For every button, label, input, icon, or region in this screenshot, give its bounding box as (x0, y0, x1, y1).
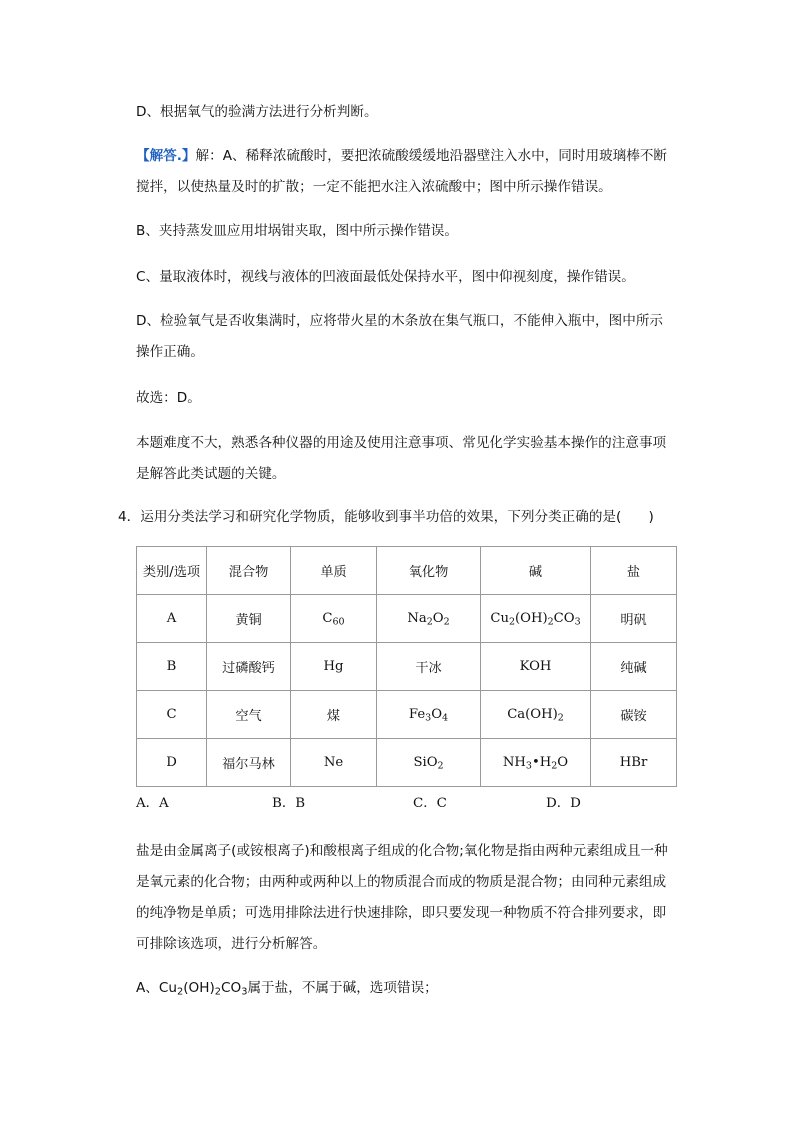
salt-cell: 明矾 (591, 595, 677, 643)
analysis-point-a: A、$Cu_2(OH)_2CO_3$属于盐，不属于碱，选项错误； (136, 980, 438, 998)
element-cell: Ne (291, 739, 377, 787)
option-cell: B (137, 643, 207, 691)
header-cell: 碱 (481, 547, 591, 595)
base-cell: $Ca(OH)_2$ (481, 691, 591, 739)
mixture-cell: 福尔马林 (207, 739, 291, 787)
option-cell: D (137, 739, 207, 787)
oxide-cell: SiO$_2$ (377, 739, 481, 787)
oxide-cell: $Na_2O_2$ (377, 595, 481, 643)
salt-cell: 碳铵 (591, 691, 677, 739)
table-row (137, 595, 677, 643)
base-cell: $Cu_2(OH)_2CO_3$ (481, 595, 591, 643)
analysis-point-d: D、根据氧气的验满方法进行分析判断。 (136, 104, 378, 120)
option-cell: C (137, 691, 207, 739)
answer-options (136, 792, 676, 814)
answer-tag: 【解答.】 (136, 148, 196, 164)
option-a: A．A (136, 796, 169, 811)
salt-cell: 纯碱 (591, 643, 677, 691)
classification-table (136, 546, 677, 787)
element-cell: Hg (291, 643, 377, 691)
header-cell: 类别/选项 (137, 547, 207, 595)
oxide-cell: 干冰 (377, 643, 481, 691)
answer-text-a: 解：A、稀释浓硫酸时，要把浓硫酸缓缓地沿器壁注入水中，同时用玻璃棒不断搅拌，以使热量及时的扩散；一定不能把水注入浓硫酸中；图中所示操作错误。 (136, 148, 668, 195)
mixture-cell: 黄铜 (207, 595, 291, 643)
option-cell: A (137, 595, 207, 643)
table-row (137, 691, 677, 739)
base-cell: $NH_3•H_2O$ (481, 739, 591, 787)
oxide-cell: $Fe_3O_4$ (377, 691, 481, 739)
salt-cell: HBr (591, 739, 677, 787)
option-d: D．D (546, 796, 581, 811)
mixture-cell: 空气 (207, 691, 291, 739)
element-cell: 煤 (291, 691, 377, 739)
question-4: 4．运用分类法学习和研究化学物质，能够收到事半功倍的效果，下列分类正确的是( ) (118, 509, 654, 525)
option-b: B．B (272, 796, 306, 811)
base-cell: KOH (481, 643, 591, 691)
answer-paragraph (136, 141, 676, 203)
header-cell: 混合物 (207, 547, 291, 595)
table-header-row (137, 547, 677, 595)
answer-text-b: B、夹持蒸发皿应用坩埚钳夹取，图中所示操作错误。 (136, 223, 458, 239)
table-row (137, 643, 677, 691)
answer-choice: 故选：D。 (136, 390, 201, 406)
option-c: C．C (413, 796, 447, 811)
mixture-cell: 过磷酸钙 (207, 643, 291, 691)
answer-text-c: C、量取液体时，视线与液体的凹液面最低处保持水平，图中仰视刻度，操作错误。 (136, 269, 635, 285)
answer-text-d: D、检验氧气是否收集满时，应将带火星的木条放在集气瓶口，不能伸入瓶中，图中所示操作正确。 (136, 313, 664, 360)
header-cell: 氧化物 (377, 547, 481, 595)
table-row (137, 739, 677, 787)
comment-text: 本题难度不大，熟悉各种仪器的用途及使用注意事项、常见化学实验基本操作的注意事项是解答此类试题的关键。 (136, 435, 667, 482)
analysis-text: 盐是由金属离子(或铵根离子)和酸根离子组成的化合物;氧化物是指由两种元素组成且一种是氧元素的化合物；由两种或两种以上的物质混合而成的物质是混合物；由同种元素组成的纯净物是单质；可选用排除法进行快速排除，即只要发现一种物质不符合排列要求，即可排除该选项，进行分析解答。 (136, 843, 668, 952)
header-cell: 盐 (591, 547, 677, 595)
element-cell: $C_{60}$ (291, 595, 377, 643)
header-cell: 单质 (291, 547, 377, 595)
